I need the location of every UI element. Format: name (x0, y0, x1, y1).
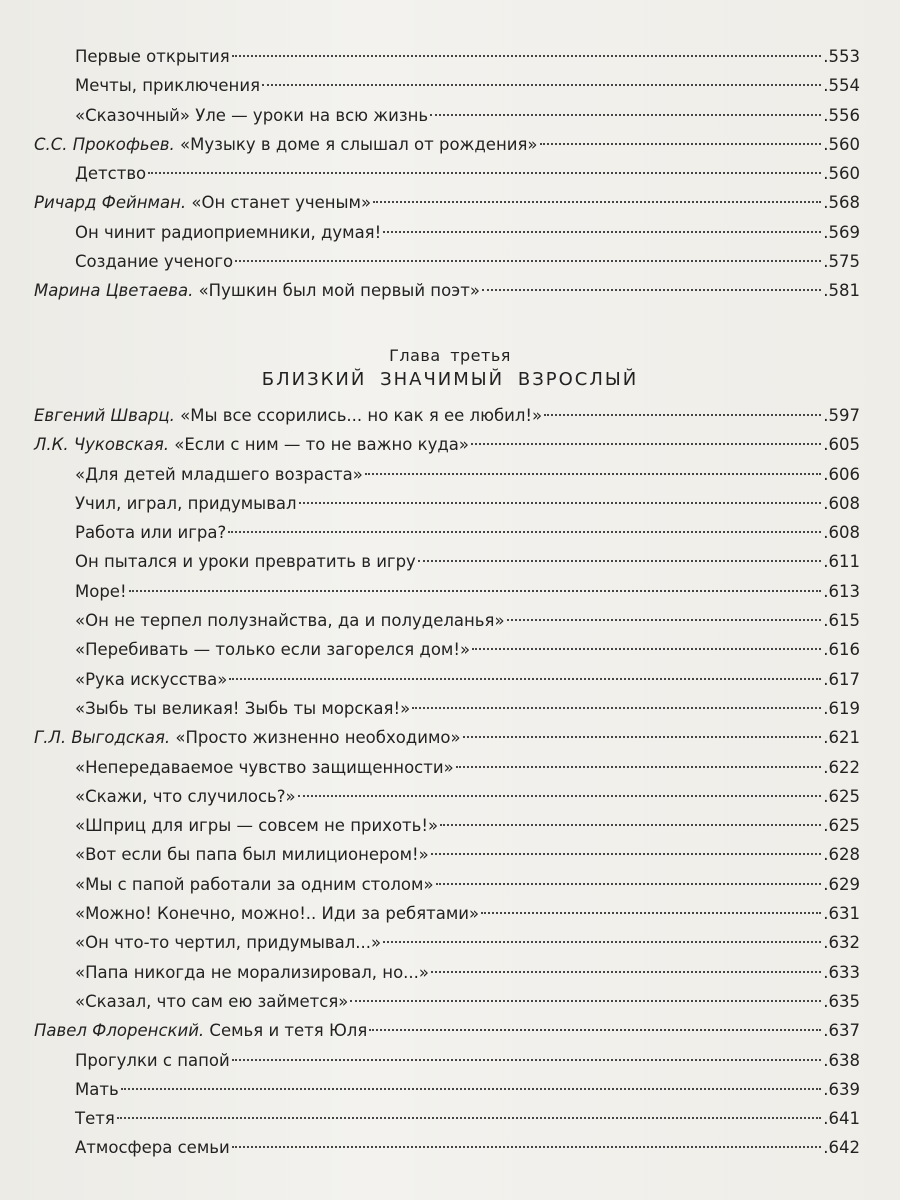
toc-entry-text: Создание ученого (75, 252, 234, 272)
toc-entry (34, 430, 860, 459)
dot-leader (299, 502, 822, 504)
toc-entry-page-number: .621 (823, 728, 860, 748)
toc-entry (34, 958, 860, 987)
toc-entry (34, 577, 860, 606)
toc-entry-text: «Рука искусства» (75, 669, 228, 689)
toc-entry-page-number: .633 (823, 962, 860, 982)
toc-entry (34, 188, 860, 217)
toc-entry-page-number: .554 (823, 76, 860, 96)
toc-entry-text: Он пытался и уроки превратить в игру (75, 552, 416, 572)
toc-entry-text: Работа или игра? (75, 523, 227, 543)
toc-entry-page-number: .617 (823, 669, 860, 689)
dot-leader (262, 84, 821, 86)
dot-leader (440, 824, 821, 826)
toc-entry-title (34, 101, 428, 130)
toc-entry-page-number: .632 (823, 933, 860, 953)
dot-leader (482, 289, 821, 291)
dot-leader (436, 883, 822, 885)
toc-entry-title (34, 899, 479, 928)
dot-leader (117, 1117, 821, 1119)
dot-leader (232, 55, 822, 57)
toc-entry-page-number: .581 (823, 281, 860, 301)
dot-leader (456, 766, 822, 768)
toc-entry (34, 101, 860, 130)
toc-entry-title (34, 606, 505, 635)
toc-entry-page-number: .597 (823, 406, 860, 425)
toc-entry-page-number: .641 (823, 1109, 860, 1129)
toc-entry (34, 71, 860, 100)
toc-entry-text: «Папа никогда не морализировал, но...» (75, 962, 429, 982)
dot-leader (365, 473, 821, 475)
toc-entry-text: «Мы с папой работали за одним столом» (75, 874, 434, 894)
toc-entry-title (34, 71, 260, 100)
toc-entry-title (34, 1075, 119, 1104)
dot-leader (481, 912, 821, 914)
dot-leader (463, 736, 822, 738)
toc-entry-text: «Для детей младшего возраста» (75, 464, 363, 484)
toc-entry-page-number: .575 (823, 252, 860, 272)
dot-leader (471, 443, 821, 445)
toc-entry (34, 159, 860, 188)
toc-entry-page-number: .615 (823, 611, 860, 631)
toc-entry-page-number: .569 (823, 222, 860, 242)
toc-entry (34, 1104, 860, 1133)
toc-entry (34, 635, 860, 664)
toc-entry-title (34, 811, 438, 840)
toc-entry-page-number: .625 (823, 816, 860, 836)
dot-leader (121, 1088, 822, 1090)
toc-entry-text: «Если с ним — то не важно куда» (169, 435, 469, 455)
toc-entry-title (34, 1104, 115, 1133)
toc-entry (34, 1016, 860, 1045)
toc-entry-page-number: .560 (823, 164, 860, 184)
toc-entry-title (34, 665, 227, 694)
toc-entry-text: «Вот если бы папа был милиционером!» (75, 845, 429, 865)
toc-entry-text: «Шприц для игры — совсем не прихоть!» (75, 816, 439, 836)
toc-entry-page-number: .629 (823, 874, 860, 894)
toc-entry-author: С.С. Прокофьев. (34, 134, 175, 154)
toc-entry-title (34, 1133, 230, 1162)
toc-entry-text: Мечты, приключения (75, 76, 260, 96)
toc-entry-page-number: .619 (823, 698, 860, 718)
toc-entry-page-number: .642 (823, 1138, 860, 1158)
dot-leader (369, 1029, 821, 1031)
toc-entry-text: Семья и тетя Юля (204, 1021, 368, 1041)
toc-entry-page-number: .608 (823, 523, 860, 543)
toc-entry (34, 1075, 860, 1104)
toc-entry-page-number: .616 (823, 640, 860, 660)
dot-leader (418, 560, 821, 562)
toc-entry-author: Марина Цветаева. (34, 281, 194, 301)
toc-entry (34, 247, 860, 276)
toc-entry (34, 753, 860, 782)
toc-entry (34, 42, 860, 71)
toc-entry (34, 723, 860, 752)
toc-entry-title (34, 840, 429, 869)
dot-leader (507, 619, 822, 621)
toc-entry (34, 401, 860, 430)
toc-entry-title (34, 753, 454, 782)
toc-entry-author: Л.К. Чуковская. (34, 435, 170, 455)
toc-entry-title (34, 870, 434, 899)
toc-entry-text: Первые открытия (75, 47, 230, 66)
dot-leader (229, 678, 821, 680)
toc-entry-page-number: .613 (823, 581, 860, 601)
dot-leader (232, 1059, 822, 1061)
toc-entry-text: «Просто жизненно необходимо» (170, 728, 461, 748)
toc-entry (34, 870, 860, 899)
toc-entry (34, 782, 860, 811)
toc-entry-author: Евгений Шварц. (34, 406, 175, 425)
toc-entry (34, 987, 860, 1016)
dot-leader (430, 114, 821, 116)
toc-entry-title (34, 1016, 367, 1045)
toc-entry-page-number: .553 (823, 47, 860, 66)
toc-entry (34, 489, 860, 518)
toc-entry-author: Павел Флоренский. (34, 1021, 205, 1041)
toc-entry-page-number: .639 (823, 1079, 860, 1099)
toc-entry-page-number: .628 (823, 845, 860, 865)
toc-entry-title (34, 635, 470, 664)
toc-entry-text: «Он станет ученым» (186, 193, 372, 213)
toc-entry-page-number: .622 (823, 757, 860, 777)
toc-entry-author: Ричард Фейнман. (34, 193, 187, 213)
toc-entry (34, 694, 860, 723)
dot-leader (373, 201, 821, 203)
toc-entry (34, 899, 860, 928)
dot-leader (383, 941, 821, 943)
chapter-label: Глава третья (389, 346, 511, 365)
toc-entry (34, 840, 860, 869)
toc-entry-text: «Пушкин был мой первый поэт» (193, 281, 480, 301)
toc-entry-title (34, 547, 416, 576)
toc-entry (34, 665, 860, 694)
toc-entry-title (34, 1046, 230, 1075)
dot-leader (383, 231, 821, 233)
toc-entry-text: «Музыку в доме я слышал от рождения» (174, 134, 538, 154)
dot-leader (431, 971, 821, 973)
toc-entry-title (34, 247, 233, 276)
toc-entry-page-number: .606 (823, 464, 860, 484)
toc-entry-title (34, 694, 410, 723)
dot-leader (129, 590, 822, 592)
dot-leader (412, 707, 821, 709)
toc-entry-text: «Он не терпел полузнайства, да и полуделанья» (75, 611, 505, 631)
toc-list-part1 (34, 42, 860, 306)
toc-entry-page-number: .638 (823, 1050, 860, 1070)
toc-entry-title (34, 130, 538, 159)
toc-entry-title (34, 188, 371, 217)
toc-entry (34, 811, 860, 840)
toc-entry-page-number: .635 (823, 991, 860, 1011)
dot-leader (472, 648, 821, 650)
toc-entry (34, 547, 860, 576)
toc-entry-page-number: .611 (823, 552, 860, 572)
toc-entry-author: Г.Л. Выгодская. (34, 728, 171, 748)
chapter-title: БЛИЗКИЙ ЗНАЧИМЫЙ ВЗРОСЛЫЙ (261, 369, 639, 390)
toc-entry-text: Детство (75, 164, 147, 184)
toc-entry-title (34, 430, 469, 459)
toc-entry-page-number: .556 (823, 105, 860, 125)
toc-entry-title (34, 159, 146, 188)
toc-entry (34, 460, 860, 489)
toc-entry-text: «Скажи, что случилось?» (75, 786, 296, 806)
toc-entry-text: «Зыбь ты великая! Зыбь ты морская!» (75, 698, 411, 718)
toc-entry-page-number: .608 (823, 493, 860, 513)
dot-leader (228, 531, 821, 533)
toc-entry-text: Море! (75, 581, 127, 601)
toc-entry-page-number: .631 (823, 904, 860, 924)
toc-entry-title (34, 723, 461, 752)
toc-entry-text: Он чинит радиоприемники, думая! (75, 222, 382, 242)
toc-entry-title (34, 460, 363, 489)
toc-entry-page-number: .605 (823, 435, 860, 455)
toc-entry-page-number: .568 (823, 193, 860, 213)
toc-entry-text: Мать (75, 1079, 119, 1099)
toc-entry-text: Атмосфера семьи (75, 1138, 230, 1158)
toc-entry (34, 518, 860, 547)
toc-entry-text: «Можно! Конечно, можно!.. Иди за ребятами» (75, 904, 480, 924)
dot-leader (148, 172, 821, 174)
toc-entry-title (34, 782, 296, 811)
toc-entry-text: «Он что-то чертил, придумывал...» (75, 933, 382, 953)
toc-entry (34, 130, 860, 159)
toc-entry-text: «Непередаваемое чувство защищенности» (75, 757, 454, 777)
toc-entry-title (34, 958, 429, 987)
toc-entry-title (34, 276, 480, 305)
toc-entry-title (34, 928, 381, 957)
dot-leader (232, 1146, 822, 1148)
toc-entry-text: Тетя (75, 1109, 115, 1129)
toc-entry-text: «Перебивать — только если загорелся дом!» (75, 640, 471, 660)
toc-entry-title (34, 987, 348, 1016)
toc-entry (34, 928, 860, 957)
dot-leader (298, 795, 822, 797)
toc-entry-text: «Сказочный» Уле — уроки на всю жизнь (75, 105, 429, 125)
dot-leader (544, 414, 821, 416)
toc-entry-title (34, 518, 226, 547)
toc-list-part2 (34, 401, 860, 1163)
dot-leader (431, 853, 822, 855)
toc-entry-text: Прогулки с папой (75, 1050, 230, 1070)
toc-entry-title (34, 218, 381, 247)
toc-entry-title (34, 401, 542, 430)
toc-entry-page-number: .637 (823, 1021, 860, 1041)
toc-entry-title (34, 577, 127, 606)
toc-entry-title (34, 42, 230, 71)
dot-leader (540, 143, 822, 145)
toc-entry-title (34, 489, 297, 518)
toc-entry-text: Учил, играл, придумывал (75, 493, 297, 513)
chapter-heading (0, 346, 900, 390)
dot-leader (235, 260, 821, 262)
toc-entry (34, 218, 860, 247)
toc-entry (34, 606, 860, 635)
toc-entry (34, 1046, 860, 1075)
toc-entry-text: «Сказал, что сам ею займется» (75, 991, 349, 1011)
toc-entry (34, 1133, 860, 1162)
toc-entry-text: «Мы все ссорились... но как я ее любил!» (174, 406, 543, 425)
toc-entry (34, 276, 860, 305)
toc-entry-page-number: .560 (823, 134, 860, 154)
toc-entry-page-number: .625 (823, 786, 860, 806)
dot-leader (350, 1000, 821, 1002)
